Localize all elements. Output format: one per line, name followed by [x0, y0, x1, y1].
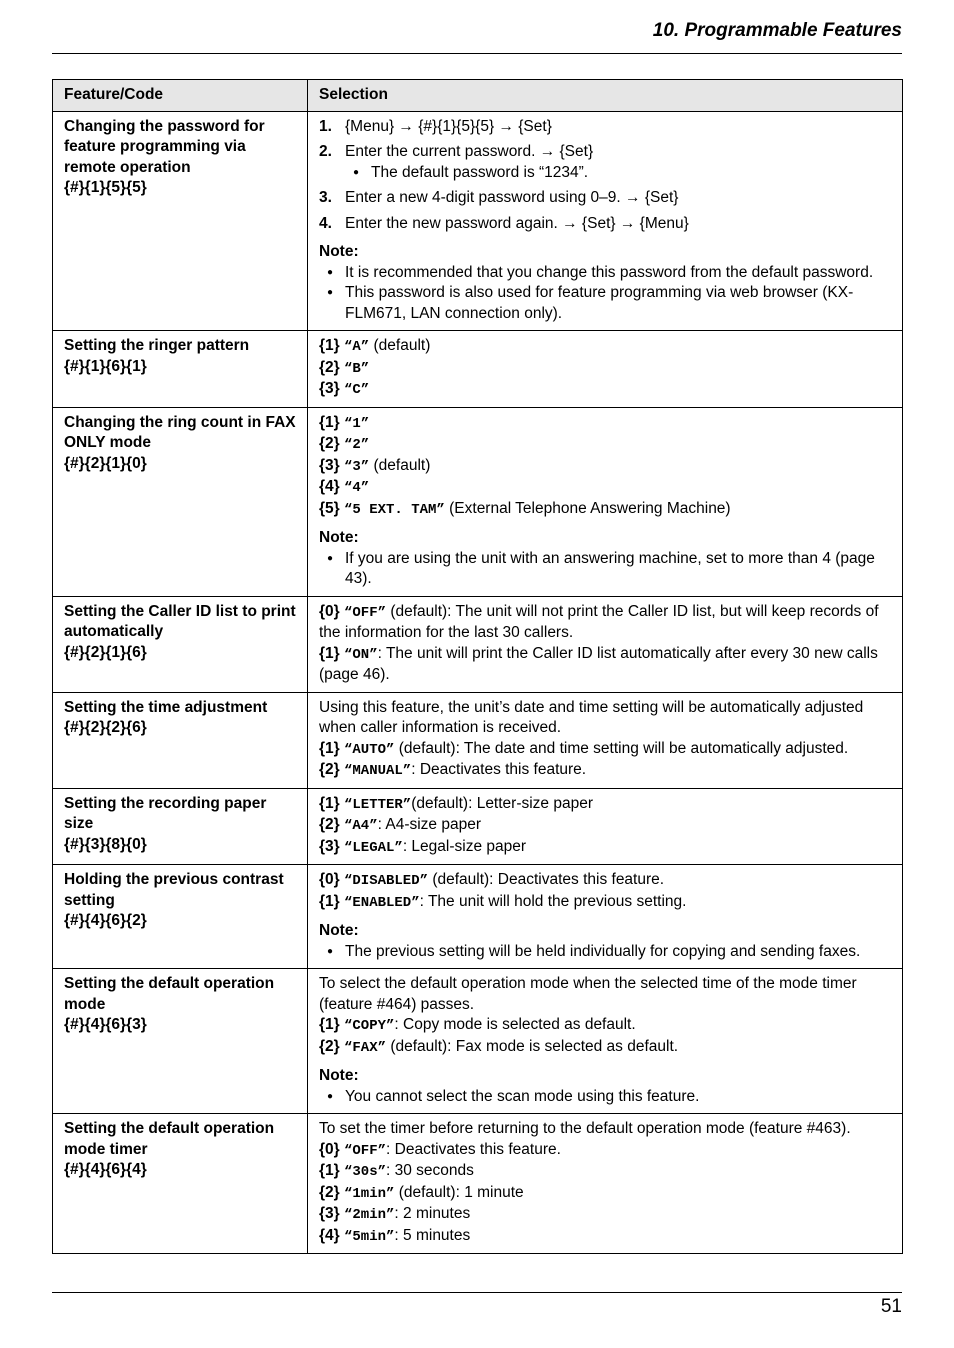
option-value: “ON” [344, 646, 378, 663]
option-value: “FAX” [344, 1039, 387, 1056]
option-value: “5 EXT. TAM” [344, 501, 445, 518]
step-text: Enter the current password. → {Set} [345, 143, 594, 160]
table-row [53, 596, 903, 692]
option-key: {1} [319, 794, 340, 812]
option-key: {3} [319, 837, 340, 855]
option-line [319, 1183, 892, 1205]
option-value: “2” [344, 437, 370, 453]
step-text: {Menu} → {#}{1}{5}{5} → {Set} [345, 117, 552, 135]
step-sub-bullet: ● The default password is “1234”. [345, 163, 892, 184]
feature-cell [53, 407, 308, 596]
option-line [319, 379, 892, 401]
option-key: {1} [319, 337, 340, 354]
feature-code: {#}{2}{1}{6} [64, 643, 147, 661]
option-line [319, 499, 892, 521]
option-key: {4} [319, 1226, 340, 1244]
selection-cell [308, 1114, 903, 1254]
table-row [53, 1114, 903, 1254]
selection-intro: To set the timer before returning to the default operation mode (feature #463). [319, 1120, 851, 1137]
option-description: : The unit will print the Caller ID list automatically after every 30 new calls (page 46). [319, 644, 878, 683]
table-row [53, 788, 903, 865]
option-line [319, 760, 892, 782]
option-value: “OFF” [344, 604, 387, 621]
feature-name: Setting the default operation mode [64, 975, 275, 1013]
option-value: “COPY” [344, 1018, 395, 1034]
option-value: “MANUAL” [344, 763, 412, 779]
option-key: {1} [319, 892, 340, 910]
feature-code: {#}{4}{6}{2} [64, 912, 147, 929]
option-value: “1min” [344, 1185, 395, 1202]
option-value: “LEGAL” [344, 839, 403, 856]
feature-code: {#}{3}{8}{0} [64, 835, 147, 853]
option-description: (default): The unit will not print the Caller ID list, but will keep records of the information for the last 30 callers. [319, 602, 879, 641]
option-description: (default): Letter-size paper [411, 794, 594, 812]
option-line [319, 892, 892, 914]
option-value: “DISABLED” [344, 873, 429, 889]
feature-cell [53, 111, 308, 331]
option-key: {2} [319, 435, 340, 452]
option-line [319, 870, 892, 892]
table-row [53, 111, 903, 331]
feature-name: Setting the Caller ID list to print automatically [64, 602, 296, 640]
feature-code: {#}{4}{6}{3} [64, 1016, 147, 1033]
option-description: (default): Deactivates this feature. [428, 871, 665, 888]
option-key: {1} [319, 413, 340, 431]
feature-cell [53, 865, 308, 969]
note-label: Note: [319, 1067, 359, 1084]
selection-cell [308, 865, 903, 969]
procedure-step [319, 188, 892, 209]
option-description: (default) [369, 456, 431, 474]
option-value: “A4” [344, 818, 378, 834]
procedure-step [319, 142, 892, 183]
table-row [53, 969, 903, 1114]
column-header-selection: Selection [308, 80, 903, 112]
option-line [319, 837, 892, 859]
feature-code: {#}{4}{6}{4} [64, 1161, 147, 1178]
option-line [319, 456, 892, 478]
option-description: : Deactivates this feature. [411, 761, 587, 778]
note-bullet: ● If you are using the unit with an answering machine, set to more than 4 (page 43). [319, 549, 892, 590]
option-line [319, 1140, 892, 1162]
option-value: “B” [344, 360, 370, 377]
option-line [319, 1015, 892, 1037]
option-key: {5} [319, 499, 340, 517]
option-description: : The unit will hold the previous setting. [419, 892, 687, 910]
option-key: {3} [319, 1205, 340, 1222]
step-number: 1. [319, 117, 332, 135]
selection-intro: To select the default operation mode when the selected time of the mode timer (feature #464) passes. [319, 975, 857, 1013]
page-header-title: 10. Programmable Features [652, 20, 902, 41]
step-text: Enter the new password again. → {Set} → {Menu} [345, 214, 689, 232]
option-description: : Deactivates this feature. [386, 1140, 561, 1158]
note-bullet: ● It is recommended that you change this password from the default password. [319, 263, 892, 284]
option-key: {1} [319, 644, 340, 662]
option-value: “4” [344, 480, 370, 496]
option-description: : Legal-size paper [402, 837, 527, 855]
option-description: : A4-size paper [377, 816, 482, 833]
option-value: “AUTO” [344, 741, 395, 758]
option-key: {1} [319, 1162, 340, 1179]
option-line [319, 602, 892, 644]
note-bullet: ● This password is also used for feature programming via web browser (KX-FLM671, LAN connection only). [319, 283, 892, 324]
option-description: (default) [369, 337, 431, 354]
option-key: {3} [319, 456, 340, 474]
table-row [53, 865, 903, 969]
note-label: Note: [319, 922, 359, 939]
option-description: : 30 seconds [386, 1162, 474, 1179]
selection-cell [308, 596, 903, 692]
table-row [53, 331, 903, 408]
table-row [53, 692, 903, 788]
table-row [53, 407, 903, 596]
page-number: 51 [880, 1296, 902, 1317]
selection-cell [308, 788, 903, 865]
step-number: 4. [319, 214, 332, 232]
option-key: {2} [319, 761, 340, 778]
step-text: Enter a new 4-digit password using 0–9. → {Set} [345, 189, 679, 206]
option-line [319, 644, 892, 686]
option-key: {2} [319, 358, 340, 376]
option-key: {2} [319, 1037, 340, 1055]
option-value: “5min” [344, 1228, 395, 1245]
option-key: {0} [319, 871, 340, 888]
selection-intro: Using this feature, the unit’s date and time setting will be automatically adjusted when caller information is received. [319, 698, 864, 736]
selection-cell [308, 111, 903, 331]
option-description: (default): 1 minute [394, 1183, 524, 1201]
option-line [319, 477, 892, 499]
option-key: {3} [319, 380, 340, 397]
option-key: {2} [319, 1183, 340, 1201]
header-divider [52, 53, 902, 54]
option-key: {0} [319, 602, 340, 620]
option-value: “3” [344, 458, 370, 475]
selection-cell [308, 969, 903, 1114]
option-key: {0} [319, 1140, 340, 1158]
option-value: “C” [344, 382, 370, 398]
option-line [319, 1161, 892, 1183]
option-value: “2min” [344, 1207, 395, 1223]
table-header-row [53, 80, 903, 112]
feature-name: Setting the recording paper size [64, 794, 267, 832]
feature-name: Setting the default operation mode timer [64, 1120, 275, 1158]
feature-cell [53, 331, 308, 408]
step-number: 3. [319, 189, 332, 206]
option-line [319, 1037, 892, 1059]
feature-name: Holding the previous contrast setting [64, 871, 284, 909]
option-line [319, 794, 892, 816]
feature-code: {#}{2}{2}{6} [64, 719, 147, 736]
option-line [319, 336, 892, 358]
option-value: “ENABLED” [344, 894, 420, 911]
feature-code: {#}{1}{6}{1} [64, 357, 147, 375]
feature-cell [53, 596, 308, 692]
note-bullet: ● The previous setting will be held individually for copying and sending faxes. [319, 942, 892, 963]
feature-cell [53, 1114, 308, 1254]
feature-name: Changing the ring count in FAX ONLY mode [64, 413, 296, 451]
option-line [319, 739, 892, 761]
feature-table [52, 79, 903, 1254]
option-value: “A” [344, 339, 370, 355]
selection-cell [308, 331, 903, 408]
option-line [319, 413, 892, 435]
option-key: {1} [319, 1016, 340, 1033]
option-key: {4} [319, 478, 340, 495]
option-value: “1” [344, 415, 370, 432]
option-description: (default): Fax mode is selected as default. [386, 1037, 679, 1055]
option-description: : 2 minutes [394, 1205, 471, 1222]
option-description: : 5 minutes [394, 1226, 471, 1244]
option-description: (External Telephone Answering Machine) [444, 499, 731, 517]
feature-code: {#}{2}{1}{0} [64, 454, 147, 472]
option-line [319, 358, 892, 380]
option-value: “30s” [344, 1164, 387, 1180]
feature-name: Changing the password for feature programming via remote operation [64, 117, 265, 176]
option-value: “OFF” [344, 1142, 387, 1159]
feature-code: {#}{1}{5}{5} [64, 179, 147, 196]
feature-cell [53, 788, 308, 865]
feature-cell [53, 692, 308, 788]
option-line [319, 1204, 892, 1226]
option-description: (default): The date and time setting will be automatically adjusted. [394, 739, 849, 757]
column-header-feature: Feature/Code [53, 80, 308, 112]
feature-name: Setting the time adjustment [64, 698, 268, 716]
option-key: {2} [319, 816, 340, 833]
footer-divider [52, 1292, 902, 1293]
option-line [319, 434, 892, 456]
option-value: “LETTER” [344, 796, 412, 813]
option-key: {1} [319, 739, 340, 757]
option-line [319, 815, 892, 837]
selection-cell [308, 692, 903, 788]
feature-name: Setting the ringer pattern [64, 337, 250, 354]
option-description: : Copy mode is selected as default. [394, 1016, 636, 1033]
step-number: 2. [319, 143, 332, 160]
note-bullet: ● You cannot select the scan mode using this feature. [319, 1087, 892, 1108]
procedure-step [319, 117, 892, 138]
feature-cell [53, 969, 308, 1114]
note-label: Note: [319, 529, 359, 546]
option-line [319, 1226, 892, 1248]
note-label: Note: [319, 243, 359, 260]
selection-cell [308, 407, 903, 596]
procedure-step [319, 214, 892, 235]
